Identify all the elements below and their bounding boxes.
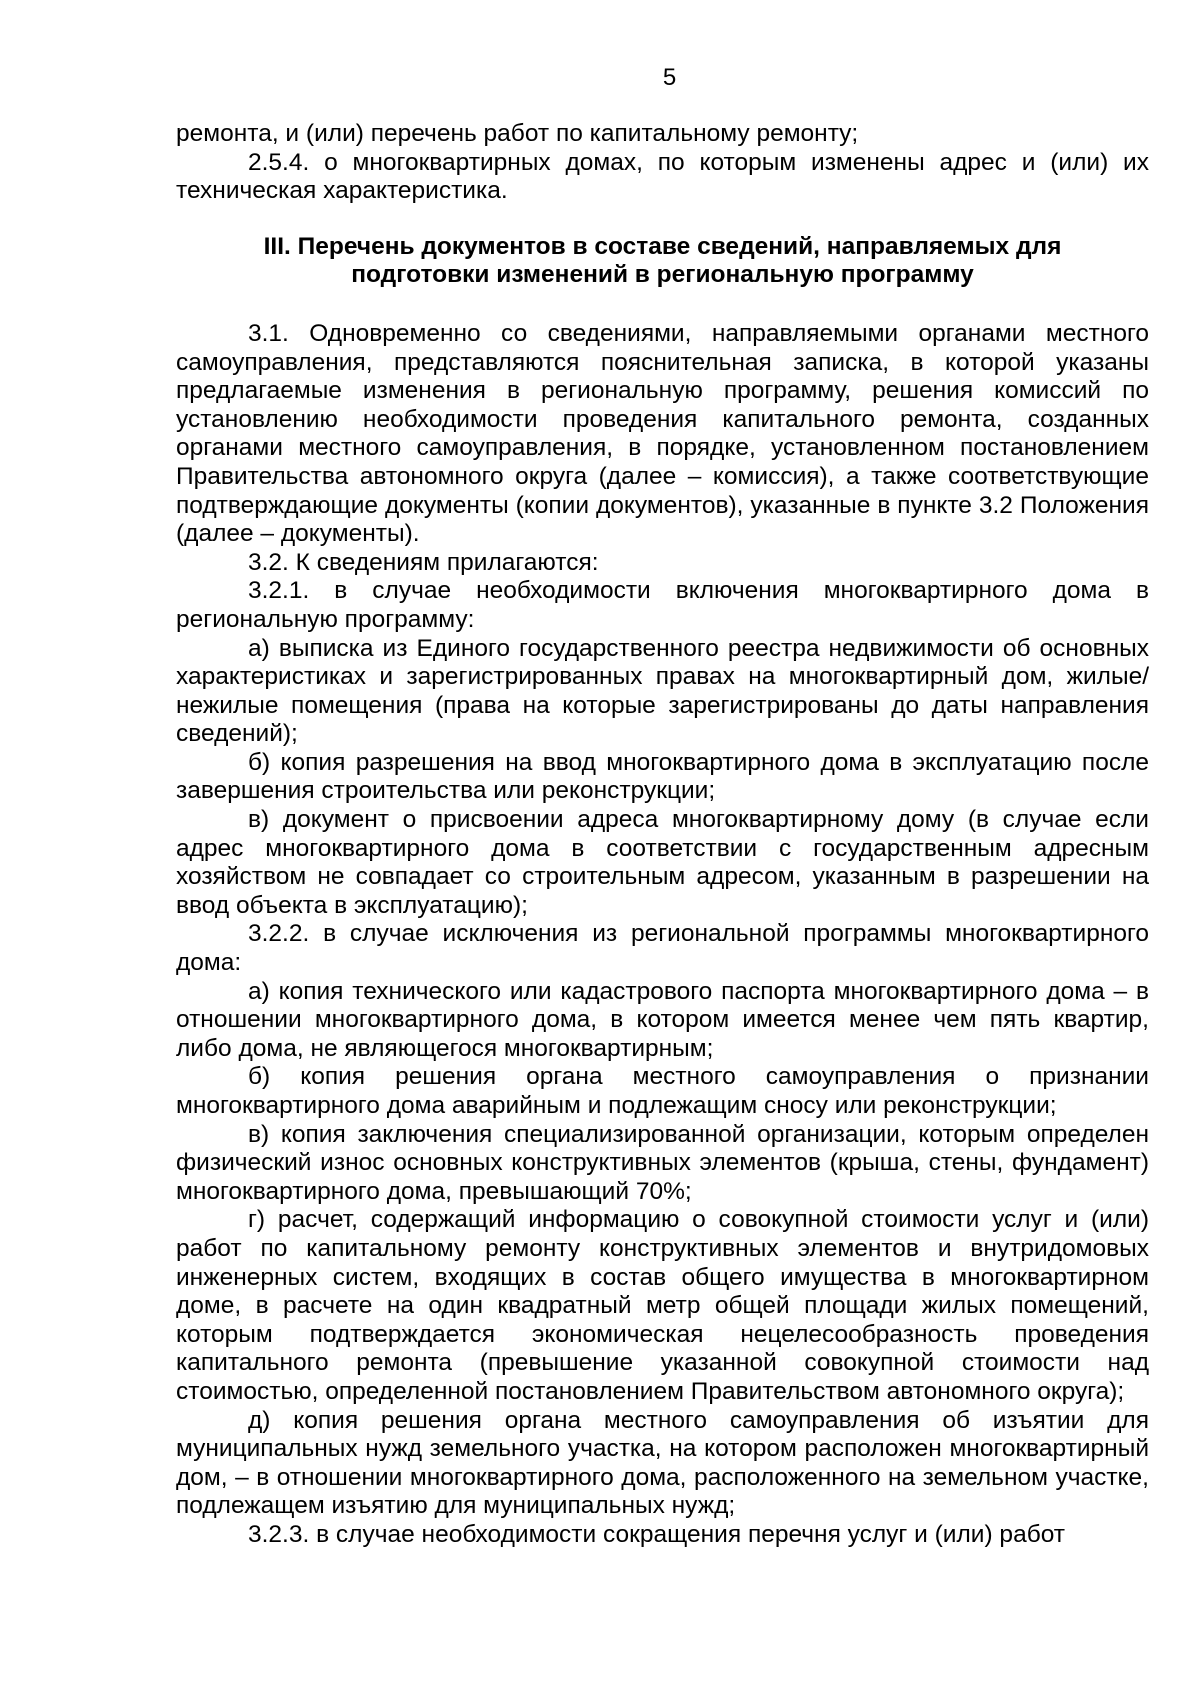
paragraph-3-2-1-b: б) копия разрешения на ввод многоквартирного дома в эксплуатацию после завершения строительства или реконструкции; (176, 748, 1149, 805)
paragraph-continuation: ремонта, и (или) перечень работ по капитальному ремонту; (176, 120, 859, 147)
section-heading (176, 233, 1149, 290)
section-heading-line-2: подготовки изменений в региональную программу (351, 261, 974, 289)
paragraph-3-2-1-a: а) выписка из Единого государственного реестра недвижимости об основных характеристиках и зарегистрированных правах на многоквартирный дом, жилые/нежилые помещения (права на которые зарегистрированы до даты направления сведений); (176, 634, 1149, 748)
paragraph-3-2-2-b: б) копия решения органа местного самоуправления о признании многоквартирного дома аварийным и подлежащим сносу или реконструкции; (176, 1063, 1149, 1119)
paragraph-3-2-2-g: г) расчет, содержащий информацию о совокупной стоимости услуг и (или) работ по капитальному ремонту конструктивных элементов и внутридомовых инженерных систем, входящих в состав общего имущества в многоквартирном доме, в расчете на один квадратный метр общей площади жилых помещений, которым подтверждается экономическая нецелесообразность проведения капитального ремонта (превышение указанной совокупной стоимости над стоимостью, определенной постановлением Правительством автономного округа); (176, 1206, 1149, 1405)
paragraph-3-2-2-d: д) копия решения органа местного самоуправления об изъятии для муниципальных нужд земельного участка, на котором расположен многоквартирный дом, – в отношении многоквартирного дома, расположенного на земельном участке, подлежащем изъятию для муниципальных нужд; (176, 1406, 1149, 1520)
top-paragraphs (176, 120, 1149, 206)
paragraph-3-2: 3.2. К сведениям прилагаются: (248, 548, 599, 576)
paragraph-3-2-1: 3.2.1. в случае необходимости включения многоквартирного дома в региональную программу: (176, 577, 1149, 633)
paragraph-2-5-4: 2.5.4. о многоквартирных домах, по которым изменены адрес и (или) их техническая характеристика. (176, 148, 1149, 205)
paragraph-3-2-2-v: в) копия заключения специализированной организации, которым определен физический износ основных конструктивных элементов (крыша, стены, фундамент) многоквартирного дома, превышающий 70%; (176, 1120, 1149, 1205)
paragraph-3-2-3: 3.2.3. в случае необходимости сокращения перечня услуг и (или) работ (248, 1520, 1066, 1548)
paragraph-3-1: 3.1. Одновременно со сведениями, направляемыми органами местного самоуправления, представляются пояснительная записка, в которой указаны предлагаемые изменения в региональную программу, решения комиссий по установлению необходимости проведения капитального ремонта, созданных органами местного самоуправления, в порядке, установленном постановлением Правительства автономного округа (далее – комиссия), а также соответствующие подтверждающие документы (копии документов), указанные в пункте 3.2 Положения (далее – документы). (176, 319, 1149, 548)
document-page (176, 64, 1149, 1550)
paragraph-3-2-2-a: а) копия технического или кадастрового паспорта многоквартирного дома – в отношении многоквартирного дома, в котором имеется менее чем пять квартир, либо дома, не являющегося многоквартирным; (176, 977, 1149, 1062)
paragraph-3-2-1-v: в) документ о присвоении адреса многоквартирному дому (в случае если адрес многоквартирного дома в соответствии с государственным адресным хозяйством не совпадает со строительным адресом, указанным в разрешении на ввод объекта в эксплуатацию); (176, 806, 1149, 919)
page-number: 5 (662, 64, 677, 91)
section-heading-line-1: III. Перечень документов в составе сведений, направляемых для (263, 232, 1062, 260)
paragraph-3-2-2: 3.2.2. в случае исключения из региональной программы многоквартирного дома: (176, 920, 1149, 977)
section-body (176, 320, 1149, 1550)
